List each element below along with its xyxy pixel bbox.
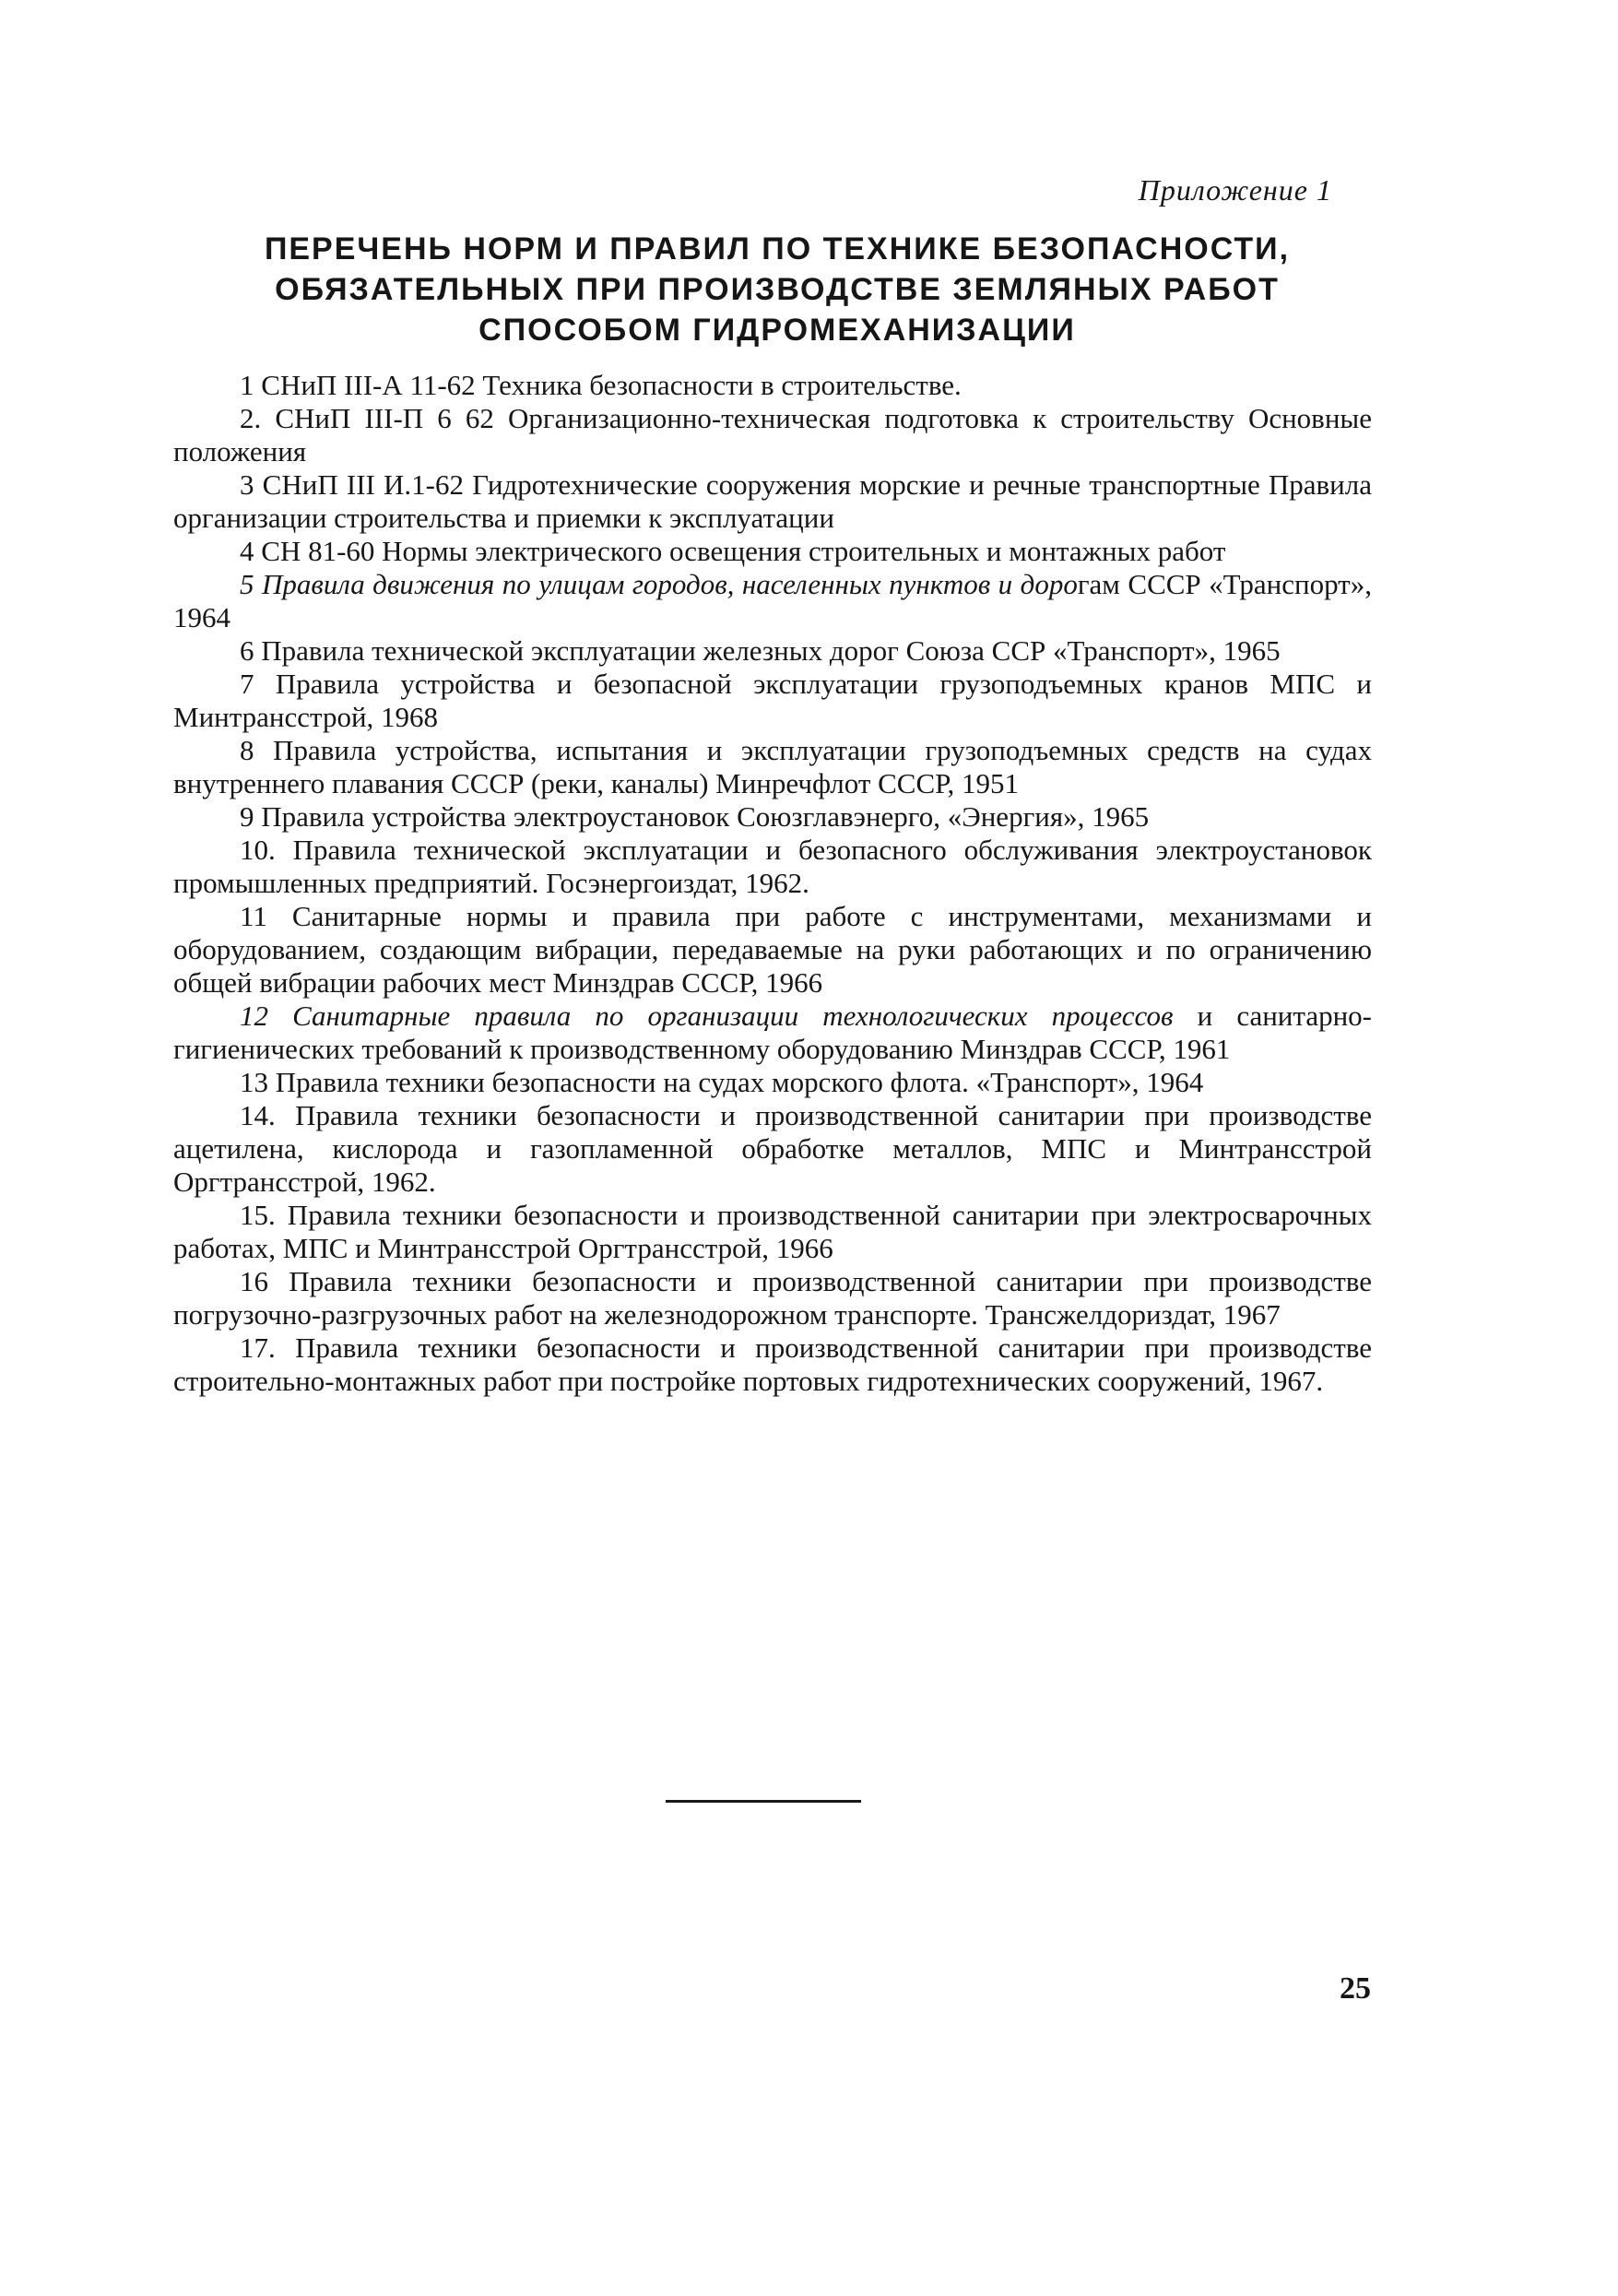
item-text: 7 Правила устройства и безопасной эксплуатации грузоподъемных кранов МПС и Минтрансстрой, 1968 bbox=[173, 668, 1372, 733]
list-item bbox=[173, 1265, 1372, 1331]
title-line-3: СПОСОБОМ ГИДРОМЕХАНИЗАЦИИ bbox=[478, 313, 1076, 348]
list-item bbox=[173, 1331, 1372, 1398]
item-italic-text: 5 Правила движения по улицам городов, населенных пунктов и доро bbox=[240, 568, 1078, 600]
list-item bbox=[173, 668, 1372, 734]
norms-list bbox=[173, 369, 1372, 1398]
page-number: 25 bbox=[1340, 1971, 1371, 2006]
item-text: 3 СНиП III И.1-62 Гидротехнические сооружения морские и речные транспортные Правила организации строительства и приемки к эксплуатации bbox=[173, 468, 1372, 534]
list-item bbox=[173, 568, 1372, 634]
item-text: 10. Правила технической эксплуатации и безопасного обслуживания электроустановок промышленных предприятий. Госэнергоиздат, 1962. bbox=[173, 834, 1372, 899]
title-line-2: ОБЯЗАТЕЛЬНЫХ ПРИ ПРОИЗВОДСТВЕ ЗЕМЛЯНЫХ РАБОТ bbox=[275, 272, 1280, 307]
document-title bbox=[173, 229, 1381, 350]
list-item bbox=[173, 369, 1372, 402]
list-item bbox=[173, 402, 1372, 468]
list-item bbox=[173, 1000, 1372, 1066]
item-text: 13 Правила техники безопасности на судах морского флота. «Транспорт», 1964 bbox=[240, 1066, 1204, 1098]
list-item bbox=[173, 834, 1372, 900]
item-text: 6 Правила технической эксплуатации железных дорог Союза ССР «Транспорт», 1965 bbox=[240, 634, 1281, 667]
item-text: и санитарно-гигиенических требований к производственному оборудованию Минздрав СССР, 1961 bbox=[173, 1000, 1372, 1065]
list-item bbox=[173, 1066, 1372, 1099]
item-text: 17. Правила техники безопасности и производственной санитарии при производстве строительно-монтажных работ при постройке портовых гидротехнических сооружений, 1967. bbox=[173, 1331, 1372, 1397]
list-item bbox=[173, 634, 1372, 668]
list-item bbox=[173, 900, 1372, 1000]
list-item bbox=[173, 468, 1372, 535]
list-item bbox=[173, 1099, 1372, 1199]
list-item bbox=[173, 800, 1372, 834]
item-italic-text: 12 Санитарные правила по организации технологических процессов bbox=[240, 1000, 1174, 1032]
item-text: 11 Санитарные нормы и правила при работе с инструментами, механизмами и оборудованием, создающим вибрации, передаваемые на руки работающих и по ограничению общей вибрации рабочих мест Минздрав СССР, 1966 bbox=[173, 900, 1372, 999]
list-item bbox=[173, 734, 1372, 800]
end-divider bbox=[666, 1800, 861, 1803]
list-item bbox=[173, 1199, 1372, 1265]
title-line-1: ПЕРЕЧЕНЬ НОРМ И ПРАВИЛ ПО ТЕХНИКЕ БЕЗОПАСНОСТИ, bbox=[264, 231, 1291, 266]
item-text: 2. СНиП III-П 6 62 Организационно-техническая подготовка к строительству Основные положения bbox=[173, 402, 1372, 467]
item-text: 14. Правила техники безопасности и производственной санитарии при производстве ацетилена, кислорода и газопламенной обработке металлов, МПС и Минтрансстрой Оргтрансстрой, 1962. bbox=[173, 1099, 1372, 1198]
item-text: 1 СНиП III-А 11-62 Техника безопасности в строительстве. bbox=[240, 369, 962, 401]
item-text: 9 Правила устройства электроустановок Союзглавэнерго, «Энергия», 1965 bbox=[240, 800, 1150, 833]
list-item bbox=[173, 535, 1372, 568]
item-text: 8 Правила устройства, испытания и эксплуатации грузоподъемных средств на судах внутреннего плавания СССР (реки, каналы) Минречфлот СССР, 1951 bbox=[173, 734, 1372, 799]
appendix-label: Приложение 1 bbox=[1138, 173, 1332, 207]
item-text: 16 Правила техники безопасности и производственной санитарии при производстве погрузочно-разгрузочных работ на железнодорожном транспорте. Трансжелдориздат, 1967 bbox=[173, 1265, 1372, 1331]
item-text: 15. Правила техники безопасности и производственной санитарии при электросварочных работах, МПС и Минтрансстрой Оргтрансстрой, 1966 bbox=[173, 1199, 1372, 1264]
item-text: 4 СН 81-60 Нормы электрического освещения строительных и монтажных работ bbox=[240, 535, 1226, 567]
item-text: гам СССР «Транспорт», 1964 bbox=[173, 568, 1372, 633]
